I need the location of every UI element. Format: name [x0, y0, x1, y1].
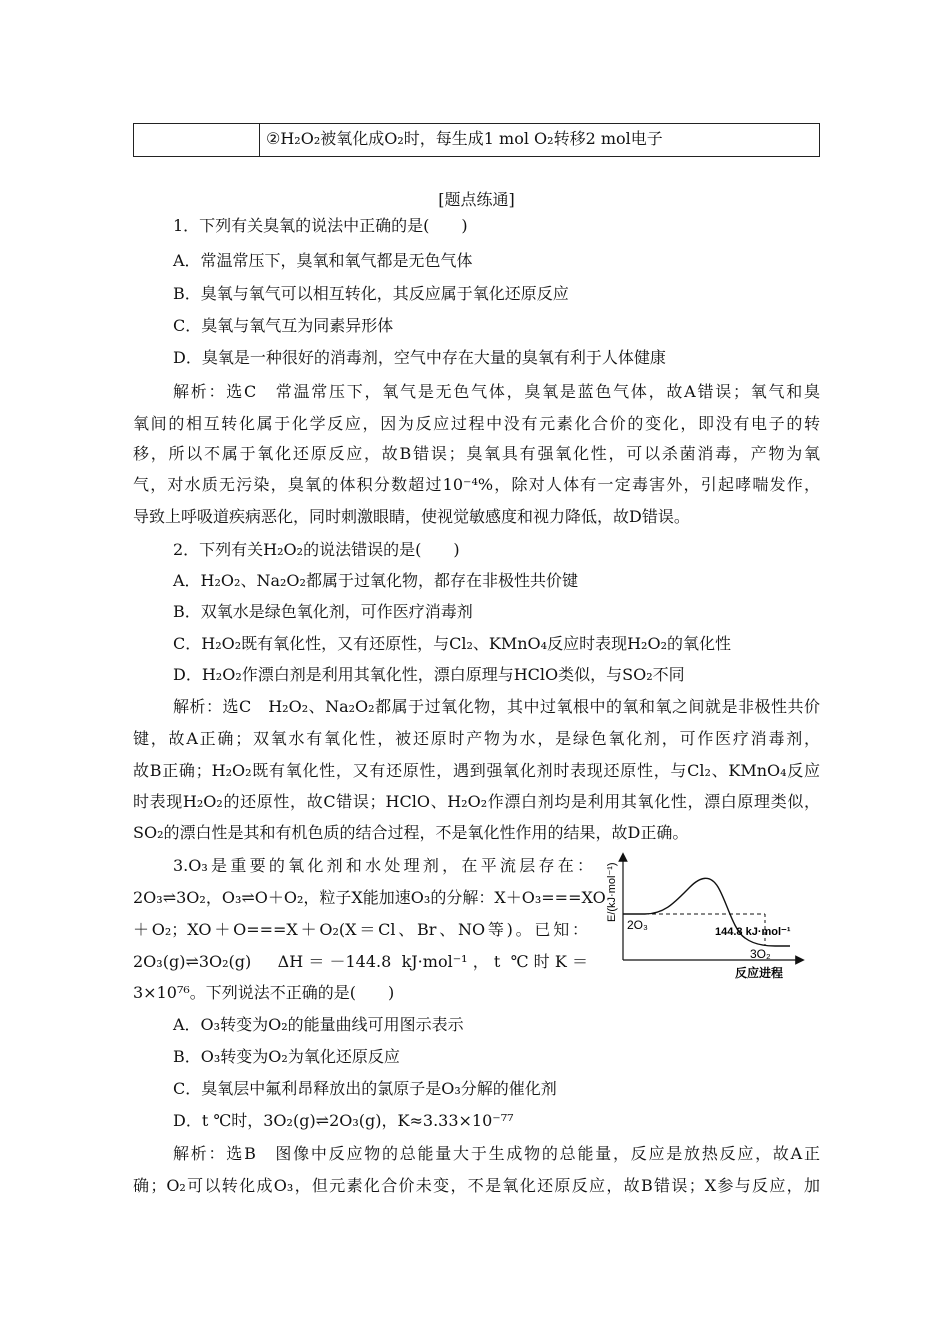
- q2-analysis-line: 解析：选C H₂O₂、Na₂O₂都属于过氧化物，其中过氧根中的氧和氧之间就是非极性共价: [173, 697, 820, 716]
- delta-label: 144.8 kJ·mol⁻¹: [715, 926, 791, 938]
- q2-analysis-line: SO₂的漂白性是其和有机色质的结合过程，不是氧化性作用的结果，故D正确。: [133, 823, 689, 842]
- q2-analysis-line: 时表现H₂O₂的还原性，故C错误；HClO、H₂O₂作漂白剂均是利用其氧化性，漂白原理类似，: [133, 792, 820, 811]
- q1-option-b: B．臭氧与氧气可以相互转化，其反应属于氧化还原反应: [173, 284, 569, 303]
- q1-analysis-line: 气，对水质无污染，臭氧的体积分数超过10⁻⁴%，除对人体有一定毒害外，引起哮喘发作，: [133, 475, 820, 494]
- table-cell-empty: [134, 124, 260, 156]
- q2-stem: 2．下列有关H₂O₂的说法错误的是( ): [173, 540, 460, 559]
- q2-option-a: A．H₂O₂、Na₂O₂都属于过氧化物，都存在非极性共价键: [173, 571, 578, 590]
- section-title: [题点练通]: [438, 190, 515, 209]
- q3-stem-line: 3×10⁷⁶。下列说法不正确的是( ): [133, 983, 395, 1002]
- q3-option-b: B．O₃转变为O₂为氧化还原反应: [173, 1047, 400, 1066]
- q1-analysis-line: 氧间的相互转化属于化学反应，因为反应过程中没有元素化合价的变化，即没有电子的转: [133, 414, 820, 433]
- y-axis-label: E/(kJ·mol⁻¹): [606, 862, 618, 922]
- reactant-label: 2O₃: [627, 918, 648, 932]
- q3-analysis-line: 确；O₂可以转化成O₃，但元素化合价未变，不是氧化还原反应，故B错误；X参与反应，加: [133, 1176, 820, 1195]
- energy-diagram: [605, 852, 830, 982]
- q1-analysis-line: 移，所以不属于氧化还原反应，故B错误；臭氧具有强氧化性，可以杀菌消毒，产物为氧: [133, 444, 820, 463]
- q3-option-d: D．t ℃时，3O₂(g)⇌2O₃(g)，K≈3.33×10⁻⁷⁷: [173, 1111, 514, 1130]
- q1-option-a: A．常温常压下，臭氧和氧气都是无色气体: [173, 251, 473, 270]
- q1-option-d: D．臭氧是一种很好的消毒剂，空气中存在大量的臭氧有利于人体健康: [173, 348, 666, 367]
- q3-option-a: A．O₃转变为O₂的能量曲线可用图示表示: [173, 1015, 464, 1034]
- q2-analysis-line: 键，故A正确；双氧水有氧化性，被还原时产物为水，是绿色氧化剂，可作医疗消毒剂，: [133, 729, 820, 748]
- product-label: 3O₂: [750, 947, 771, 961]
- q2-analysis-line: 故B正确；H₂O₂既有氧化性，又有还原性，遇到强氧化剂时表现还原性，与Cl₂、KMnO₄反应: [133, 761, 820, 780]
- table-cell-text: ②H₂O₂被氧化成O₂时，每生成1 mol O₂转移2 mol电子: [266, 129, 663, 148]
- q1-analysis-line: 导致上呼吸道疾病恶化，同时刺激眼睛，使视觉敏感度和视力降低，故D错误。: [133, 507, 690, 526]
- q1-option-c: C．臭氧与氧气互为同素异形体: [173, 316, 394, 335]
- x-axis-label: 反应进程: [735, 966, 784, 980]
- q2-option-d: D．H₂O₂作漂白剂是利用其氧化性，漂白原理与HClO类似，与SO₂不同: [173, 665, 685, 684]
- q3-option-c: C．臭氧层中氟利昂释放出的氯原子是O₃分解的催化剂: [173, 1079, 557, 1098]
- q1-stem: 1．下列有关臭氧的说法中正确的是( ): [173, 216, 468, 235]
- q3-stem-line: 2O₃(g)⇌3O₂(g) ΔH＝－144.8 kJ·mol⁻¹，t ℃时K＝: [133, 952, 588, 971]
- q3-stem-line: 2O₃⇌3O₂，O₃⇌O＋O₂，粒子X能加速O₃的分解：X＋O₃===XO: [133, 888, 606, 907]
- q1-analysis-line: 解析：选C 常温常压下，氧气是无色气体，臭氧是蓝色气体，故A错误；氧气和臭: [173, 382, 820, 401]
- q2-option-c: C．H₂O₂既有氧化性，又有还原性，与Cl₂、KMnO₄反应时表现H₂O₂的氧化性: [173, 634, 731, 653]
- q2-option-b: B．双氧水是绿色氧化剂，可作医疗消毒剂: [173, 602, 473, 621]
- q3-stem-line: 3.O₃是重要的氧化剂和水处理剂，在平流层存在：: [173, 856, 593, 875]
- top-table: [133, 123, 820, 157]
- q3-analysis-line: 解析：选B 图像中反应物的总能量大于生成物的总能量，反应是放热反应，故A正: [173, 1144, 820, 1163]
- q3-stem-line: ＋O₂；XO＋O===X＋O₂(X＝Cl、Br、NO等)。已知：: [133, 920, 588, 939]
